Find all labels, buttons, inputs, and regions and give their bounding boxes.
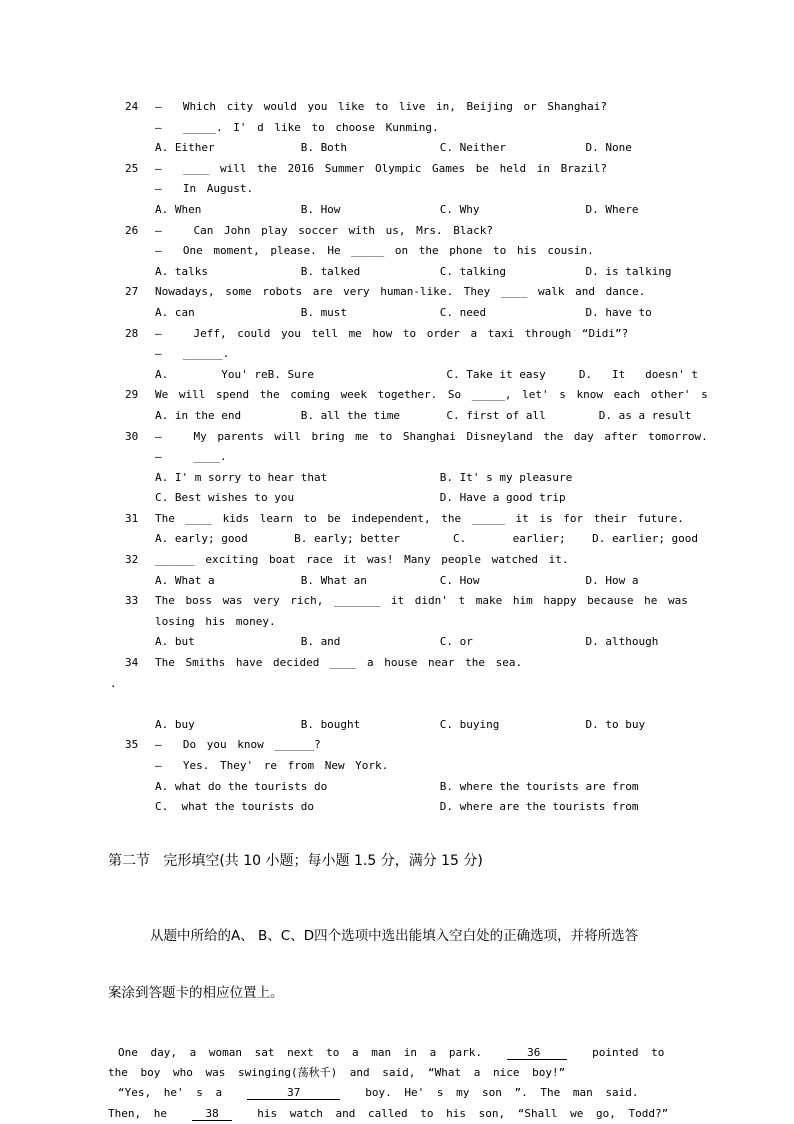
cloze-blank-37: 37 bbox=[247, 1086, 341, 1100]
question-line bbox=[108, 653, 734, 674]
question-number: 31 bbox=[125, 511, 139, 525]
passage-text: boy. He' s my son ”. The man said. bbox=[340, 1086, 639, 1100]
options-row: A. You' reB. Sure C. Take it easy D. It doesn' t bbox=[155, 367, 699, 381]
question-number: 32 bbox=[125, 553, 139, 567]
options-row: A. early; good B. early; better C. earlier; D. earlier; good bbox=[155, 532, 699, 546]
options-row: A. When B. How C. Why D. Where bbox=[155, 202, 639, 216]
passage-line bbox=[108, 1083, 734, 1103]
passage-line bbox=[108, 1063, 734, 1083]
question-24 bbox=[108, 97, 734, 159]
question-32 bbox=[108, 550, 734, 591]
question-text: — ____ will the 2016 Summer Olympic Games be held in Brazil? bbox=[155, 161, 607, 175]
question-line bbox=[108, 385, 734, 406]
question-line bbox=[108, 735, 734, 756]
question-31 bbox=[108, 509, 734, 550]
passage-text: his watch and called to his son, “Shall we go, Todd?” bbox=[231, 1106, 669, 1120]
passage-line bbox=[108, 1104, 734, 1124]
passage-text: “Yes, he' s a bbox=[118, 1086, 248, 1100]
question-text: The Smiths have decided ____ a house near the sea. bbox=[155, 656, 523, 670]
question-line bbox=[108, 612, 734, 633]
question-text: The ____ kids learn to be independent, the _____ it is for their future. bbox=[155, 511, 684, 525]
options-row: C. Best wishes to you D. Have a good trip bbox=[155, 491, 566, 505]
question-number: 27 bbox=[125, 285, 139, 299]
question-text: — In August. bbox=[155, 182, 254, 196]
question-28 bbox=[108, 324, 734, 386]
options-row: C. what the tourists do D. where are the tourists from bbox=[155, 800, 639, 814]
section2-header: 第二节 完形填空(共 10 小题；每小题 1.5 分，满分 15 分) bbox=[108, 852, 483, 869]
question-text: — _____. I' d like to choose Kunming. bbox=[155, 120, 439, 134]
question-text: — Jeff, could you tell me how to order a taxi through “Didi”? bbox=[155, 326, 629, 340]
question-line bbox=[108, 118, 734, 139]
question-line bbox=[108, 550, 734, 571]
question-26 bbox=[108, 221, 734, 283]
question-number: 26 bbox=[125, 223, 139, 237]
passage-text: the boy who was swinging(荡秋千) and said, “What a nice boy!” bbox=[108, 1066, 566, 1080]
options-row: A. in the end B. all the time C. first of all D. as a result bbox=[155, 408, 692, 422]
question-number: 30 bbox=[125, 429, 139, 443]
options-row: A. I' m sorry to hear that B. It' s my pleasure bbox=[155, 470, 573, 484]
question-text: — My parents will bring me to Shanghai Disneyland the day after tomorrow. bbox=[155, 429, 708, 443]
passage-text: One day, a woman sat next to a man in a park. bbox=[118, 1045, 508, 1059]
question-number: 25 bbox=[125, 161, 139, 175]
question-35 bbox=[108, 735, 734, 817]
question-text: Nowadays, some robots are very human-like. They ____ walk and dance. bbox=[155, 285, 646, 299]
question-line bbox=[108, 344, 734, 365]
question-text: The boss was very rich, _______ it didn' t make him happy because he was bbox=[155, 594, 688, 608]
questions-list bbox=[108, 97, 734, 818]
question-text: — One moment, please. He _____ on the phone to his cousin. bbox=[155, 244, 594, 258]
cloze-blank-36: 36 bbox=[507, 1045, 567, 1059]
question-number: 33 bbox=[125, 594, 139, 608]
question-line bbox=[108, 591, 734, 612]
options-row: A. what do the tourists do B. where the tourists are from bbox=[155, 779, 639, 793]
question-29 bbox=[108, 385, 734, 426]
question-number: 29 bbox=[125, 388, 139, 402]
question-number: 34 bbox=[125, 656, 139, 670]
question-text: — ______. bbox=[155, 347, 230, 361]
question-text: — ____. bbox=[155, 450, 227, 464]
options-row: A. buy B. bought C. buying D. to buy bbox=[155, 717, 646, 731]
question-text: We will spend the coming week together. So _____, let' s know each other' s bbox=[155, 388, 708, 402]
instruction-line: 案涂到答题卡的相应位置上。 bbox=[108, 984, 284, 1001]
question-line bbox=[108, 427, 734, 448]
cloze-blank-38: 38 bbox=[192, 1106, 232, 1120]
question-text: — Which city would you like to live in, Beijing or Shanghai? bbox=[155, 100, 607, 113]
question-line bbox=[108, 509, 734, 530]
options-row: A. What a B. What an C. How D. How a bbox=[155, 573, 639, 587]
options-row: A. Either B. Both C. Neither D. None bbox=[155, 141, 632, 155]
question-30 bbox=[108, 427, 734, 509]
question-25 bbox=[108, 159, 734, 221]
question-line bbox=[108, 179, 734, 200]
question-number: 35 bbox=[125, 738, 139, 752]
passage-text: pointed to bbox=[566, 1045, 665, 1059]
cloze-passage bbox=[108, 1043, 734, 1124]
passage-line bbox=[108, 1043, 734, 1063]
question-27 bbox=[108, 282, 734, 323]
options-row: A. but B. and C. or D. although bbox=[155, 635, 659, 649]
question-text: losing his money. bbox=[155, 614, 276, 628]
question-33 bbox=[108, 591, 734, 653]
question-line bbox=[108, 97, 734, 118]
question-text: ______ exciting boat race it was! Many people watched it. bbox=[155, 553, 569, 567]
instruction-line: 从题中所给的A、 B、C、D四个选项中选出能填入空白处的正确选项，并将所选答 bbox=[150, 927, 639, 944]
options-row: A. can B. must C. need D. have to bbox=[155, 305, 652, 319]
question-line bbox=[108, 159, 734, 180]
question-text: — Yes. They' re from New York. bbox=[155, 759, 389, 772]
question-text: — Do you know ______? bbox=[155, 738, 321, 752]
question-line bbox=[108, 221, 734, 242]
question-line bbox=[108, 282, 734, 303]
section-2 bbox=[108, 851, 734, 1124]
options-row: A. talks B. talked C. talking D. is talking bbox=[155, 264, 672, 278]
passage-text: Then, he bbox=[108, 1106, 193, 1120]
question-text: — Can John play soccer with us, Mrs. Black? bbox=[155, 223, 494, 237]
question-line bbox=[108, 324, 734, 345]
question-line bbox=[108, 756, 734, 777]
stray-line: . bbox=[110, 676, 117, 690]
question-line bbox=[108, 447, 734, 468]
question-34 bbox=[108, 653, 734, 735]
section2-instructions bbox=[108, 889, 734, 1041]
spacer bbox=[108, 694, 734, 715]
question-number: 24 bbox=[125, 100, 139, 113]
question-line bbox=[108, 241, 734, 262]
question-number: 28 bbox=[125, 326, 139, 340]
